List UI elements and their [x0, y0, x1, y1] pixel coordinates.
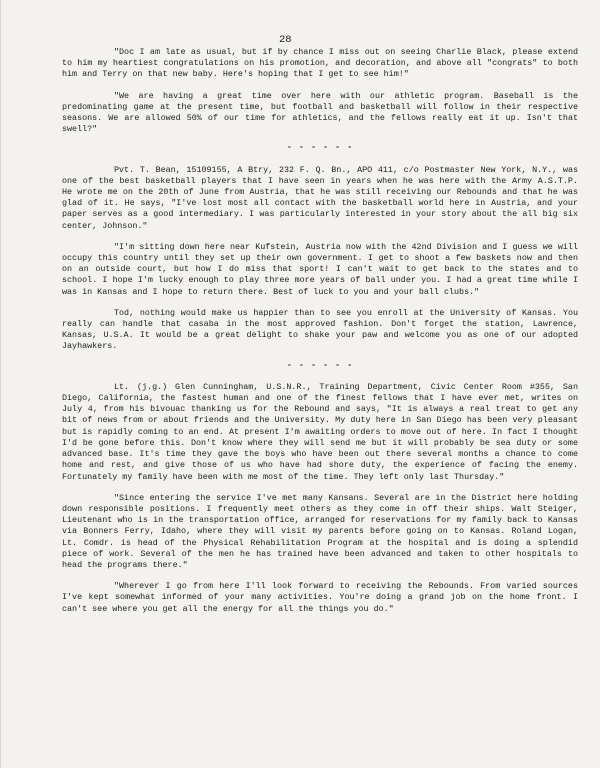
paragraph: Pvt. T. Bean, 15109155, A Btry, 232 F. Q. Bn., APO 411, c/o Postmaster New York, N.Y., was one of the best basketball players that I have seen in years when he was here with the Army A.S.T.P. He wrote me on the 20th of June from Austria, that he was still receiving our Rebounds and that he was glad of it. He says, "I've lost most all contact with the basketball world here in Austria, and your paper serves as a good intermediary. I was particularly interested in your story about the all big six center, Johnson." — [62, 164, 578, 231]
paragraph: "I'm sitting down here near Kufstein, Austria now with the 42nd Division and I guess we will occupy this country until they set up their own government. I get to shoot a few baskets now and then on an outside court, but how I do miss that sport! I can't wait to get back to the states and to school. I hope I'm lucky enough to play three more years of ball under you. I had a great time while I was in Kansas and I hope to return there. Best of luck to you and your ball clubs." — [62, 241, 578, 297]
paragraph: "Since entering the service I've met many Kansans. Several are in the District here holding down responsible positions. I frequently meet others as they come in off their ships. Walt Steiger, Lieutenant who is in the transportation office, arranged for reservations for my family back to Kansas via Bonners Ferry, Idaho, where they will visit my parents before going on to Kansas. Roland Logan, Lt. Comdr. is head of the Physical Rehabilitation Program at the hospital and is doing a splendid piece of work. Several of the men he has trained have been advanced and taken to other hospitals to head the programs there." — [62, 492, 578, 570]
section-divider: - - - - - - — [286, 359, 354, 370]
letter-body — [62, 47, 578, 615]
paragraph: "We are having a great time over here with our athletic program. Baseball is the predominating game at the present time, but football and basketball will follow in their respective seasons. We are allowed 50% of our time for athletics, and the fellows really eat it up. Isn't that swell?" — [62, 90, 578, 135]
paragraph: Tod, nothing would make us happier than to see you enroll at the University of Kansas. You really can handle that casaba in the most approved fashion. Don't forget the station, Lawrence, Kansas, U.S.A. It would be a great delight to shake your paw and welcome you as one of our adopted Jayhawkers. — [62, 307, 578, 352]
section-divider: - - - - - - — [286, 142, 354, 153]
paragraph: "Wherever I go from here I'll look forward to receiving the Rebounds. From varied sources I've kept somewhat informed of your many activities. You're doing a grand job on the home front. I can't see where you get all the energy for all the things you do." — [62, 581, 578, 614]
paragraph: "Doc I am late as usual, but if by chance I miss out on seeing Charlie Black, please extend to him my heartiest congratulations on his promotion, and decoration, and above all "congrats" to both him and Terry on that new baby. Here's hoping that I get to see him!" — [62, 47, 578, 80]
paragraph: Lt. (j.g.) Glen Cunningham, U.S.N.R., Training Department, Civic Center Room #355, San Diego, California, the fastest human and one of the finest fellows that I have ever met, writes on July 4, from his bivouac thanking us for the Rebound and says, "It is always a real treat to get any bit of news from or about friends and the University. My duty here in San Diego has been very pleasant but is rapidly coming to an end. At present I'm awaiting orders to move out of here. In fact I thought I'd be gone before this. Don't know where they will send me but it will probably be sea duty or some advanced base. It's time they gave the boys who have been out there several months a chance to come home and rest, and give those of us who have had shore duty, the experience of facing the enemy. Fortunately my family have been with me most of the time. They left only last Thursday." — [62, 381, 578, 482]
page-number: 28 — [279, 34, 292, 46]
bleed-through-text — [71, 640, 561, 760]
